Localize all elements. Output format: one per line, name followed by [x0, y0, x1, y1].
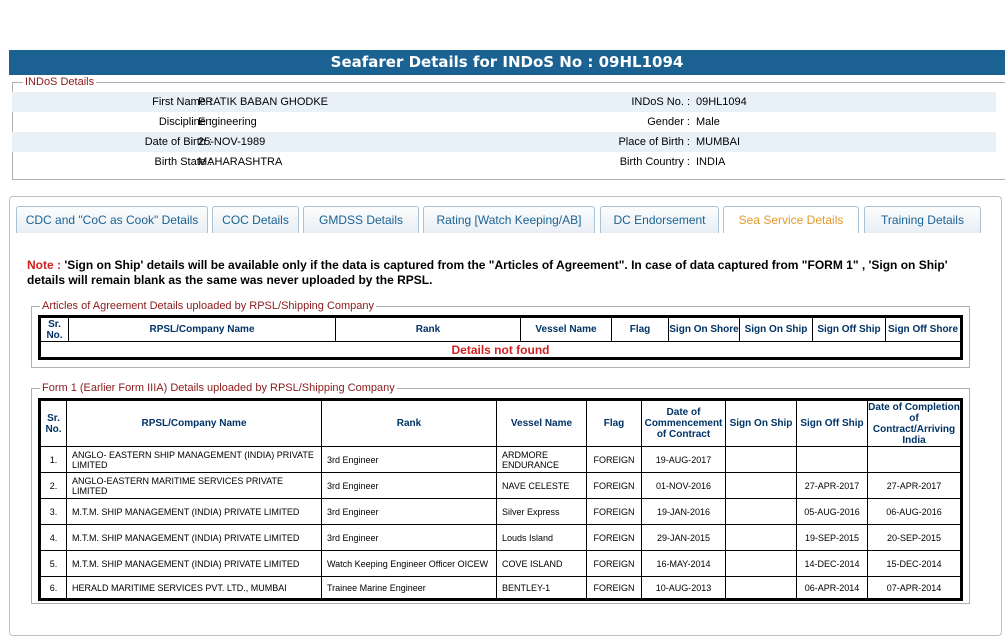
- aoa-header-sign-on-ship: Sign On Ship: [740, 318, 813, 342]
- row-sign-off-ship: 14-DEC-2014: [797, 551, 868, 577]
- form1-header-commencement: Date of Commencement of Contract: [642, 401, 726, 447]
- aoa-header-sign-off-shore: Sign Off Shore: [886, 318, 961, 342]
- row-rank: 3rd Engineer: [322, 525, 497, 551]
- form1-legend: Form 1 (Earlier Form IIIA) Details uploaded by RPSL/Shipping Company: [42, 382, 395, 394]
- dob-value: 25-NOV-1989: [198, 136, 266, 148]
- tab-cdc-coc-cook[interactable]: CDC and "CoC as Cook" Details: [16, 206, 208, 233]
- row-sr: 5.: [41, 551, 67, 577]
- aoa-header-vessel: Vessel Name: [521, 318, 612, 342]
- birth-state-label: Birth State :: [154, 156, 212, 168]
- tab-training[interactable]: Training Details: [864, 206, 981, 233]
- row-sr: 2.: [41, 473, 67, 499]
- row-vessel: Silver Express: [497, 499, 587, 525]
- row-sign-off-ship: 19-SEP-2015: [797, 525, 868, 551]
- row-sign-on-ship: [726, 447, 797, 473]
- row-completion: 27-APR-2017: [868, 473, 961, 499]
- row-company: M.T.M. SHIP MANAGEMENT (INDIA) PRIVATE LIMITED: [67, 499, 322, 525]
- tab-sea-service[interactable]: Sea Service Details: [723, 206, 859, 233]
- row-company: M.T.M. SHIP MANAGEMENT (INDIA) PRIVATE LIMITED: [67, 551, 322, 577]
- row-sr: 6.: [41, 577, 67, 599]
- table-row: [41, 447, 961, 473]
- first-name-label: First Name :: [152, 96, 212, 108]
- row-sign-on-ship: [726, 499, 797, 525]
- row-flag: FOREIGN: [587, 447, 642, 473]
- birth-country-value: INDIA: [696, 156, 726, 168]
- row-sr: 3.: [41, 499, 67, 525]
- row-rank: Watch Keeping Engineer Officer OICEW: [322, 551, 497, 577]
- form1-header-completion: Date of Completion of Contract/Arriving India: [868, 401, 960, 446]
- row-company: M.T.M. SHIP MANAGEMENT (INDIA) PRIVATE LIMITED: [67, 525, 322, 551]
- row-company: HERALD MARITIME SERVICES PVT. LTD., MUMBAI: [67, 577, 322, 599]
- row-rank: Trainee Marine Engineer: [322, 577, 497, 599]
- row-commencement: 16-MAY-2014: [642, 551, 726, 577]
- aoa-table: [40, 317, 961, 358]
- aoa-header-sign-off-ship: Sign Off Ship: [813, 318, 886, 342]
- first-name-value: PRATIK BABAN GHODKE: [198, 96, 328, 108]
- form1-header-rank: Rank: [322, 401, 497, 447]
- dob-label: Date of Birth :: [144, 136, 212, 148]
- row-vessel: COVE ISLAND: [497, 551, 587, 577]
- form1-table: [40, 400, 961, 599]
- tab-gmdss[interactable]: GMDSS Details: [303, 206, 419, 233]
- row-sign-on-ship: [726, 525, 797, 551]
- row-flag: FOREIGN: [587, 551, 642, 577]
- row-commencement: 29-JAN-2015: [642, 525, 726, 551]
- row-completion: 07-APR-2014: [868, 577, 961, 599]
- row-flag: FOREIGN: [587, 577, 642, 599]
- row-rank: 3rd Engineer: [322, 499, 497, 525]
- row-commencement: 10-AUG-2013: [642, 577, 726, 599]
- tab-rating-watch-keeping[interactable]: Rating [Watch Keeping/AB]: [423, 206, 595, 233]
- birth-country-label: Birth Country :: [619, 156, 690, 168]
- discipline-label: Discipline :: [158, 116, 212, 128]
- place-of-birth-label: Place of Birth :: [618, 136, 690, 148]
- row-sign-off-ship: 27-APR-2017: [797, 473, 868, 499]
- row-completion: 06-AUG-2016: [868, 499, 961, 525]
- aoa-empty-row: [41, 342, 961, 358]
- row-rank: 3rd Engineer: [322, 447, 497, 473]
- indos-row-dob: [12, 132, 996, 152]
- row-company: ANGLO-EASTERN MARITIME SERVICES PRIVATE LIMITED: [67, 473, 322, 499]
- row-rank: 3rd Engineer: [322, 473, 497, 499]
- birth-state-value: MAHARASHTRA: [198, 156, 283, 168]
- page-title: Seafarer Details for INDoS No : 09HL1094: [9, 50, 1005, 75]
- row-sr: 1.: [41, 447, 67, 473]
- row-sign-on-ship: [726, 577, 797, 599]
- discipline-value: Engineering: [198, 116, 257, 128]
- form1-header-sr: Sr. No.: [41, 401, 67, 447]
- row-sign-off-ship: [797, 447, 868, 473]
- tab-coc[interactable]: COC Details: [212, 206, 299, 233]
- sign-on-ship-note: [27, 258, 977, 288]
- aoa-header-company: RPSL/Company Name: [69, 318, 336, 342]
- row-sign-on-ship: [726, 473, 797, 499]
- row-sign-off-ship: 06-APR-2014: [797, 577, 868, 599]
- indos-row-first-name: [12, 92, 996, 112]
- form1-header-flag: Flag: [587, 401, 642, 447]
- row-company: ANGLO- EASTERN SHIP MANAGEMENT (INDIA) PRIVATE LIMITED: [67, 447, 322, 473]
- table-row: [41, 525, 961, 551]
- note-text: 'Sign on Ship' details will be available only if the data is captured from the "Articles of Agreement". In case of data captured from "FORM 1" , 'Sign on Ship' details will remain blank as the same was never uploaded by the RPSL.: [27, 258, 948, 287]
- row-completion: 20-SEP-2015: [868, 525, 961, 551]
- row-sr: 4.: [41, 525, 67, 551]
- form1-header-company: RPSL/Company Name: [67, 401, 322, 447]
- form1-header-row: [41, 401, 961, 447]
- row-commencement: 01-NOV-2016: [642, 473, 726, 499]
- row-sign-off-ship: 05-AUG-2016: [797, 499, 868, 525]
- indos-row-birth-state: [12, 152, 996, 172]
- form1-header-sign-off-ship: Sign Off Ship: [797, 401, 868, 447]
- gender-label: Gender :: [647, 116, 690, 128]
- table-row: [41, 473, 961, 499]
- row-vessel: Louds Island: [497, 525, 587, 551]
- aoa-header-row: [41, 318, 961, 342]
- aoa-header-flag: Flag: [612, 318, 669, 342]
- indos-no-value: 09HL1094: [696, 96, 747, 108]
- row-flag: FOREIGN: [587, 473, 642, 499]
- place-of-birth-value: MUMBAI: [696, 136, 740, 148]
- details-not-found-message: Details not found: [41, 342, 961, 358]
- form1-header-vessel: Vessel Name: [497, 401, 587, 447]
- row-commencement: 19-AUG-2017: [642, 447, 726, 473]
- table-row: [41, 499, 961, 525]
- row-vessel: ARDMORE ENDURANCE: [497, 447, 587, 473]
- aoa-legend: Articles of Agreement Details uploaded by RPSL/Shipping Company: [42, 300, 375, 312]
- row-completion: [868, 447, 961, 473]
- indos-row-discipline: [12, 112, 996, 132]
- form1-header-sign-on-ship: Sign On Ship: [726, 401, 797, 447]
- table-row: [41, 577, 961, 599]
- row-flag: FOREIGN: [587, 499, 642, 525]
- row-commencement: 19-JAN-2016: [642, 499, 726, 525]
- aoa-header-sr: Sr. No.: [41, 318, 69, 342]
- tab-dc-endorsement[interactable]: DC Endorsement: [600, 206, 719, 233]
- row-vessel: NAVE CELESTE: [497, 473, 587, 499]
- row-sign-on-ship: [726, 551, 797, 577]
- indos-details-legend: INDoS Details: [25, 76, 95, 88]
- table-row: [41, 551, 961, 577]
- note-label: Note :: [27, 258, 61, 272]
- row-vessel: BENTLEY-1: [497, 577, 587, 599]
- aoa-header-rank: Rank: [336, 318, 521, 342]
- gender-value: Male: [696, 116, 720, 128]
- row-completion: 15-DEC-2014: [868, 551, 961, 577]
- row-flag: FOREIGN: [587, 525, 642, 551]
- indos-no-label: INDoS No. :: [631, 96, 690, 108]
- aoa-header-sign-on-shore: Sign On Shore: [669, 318, 740, 342]
